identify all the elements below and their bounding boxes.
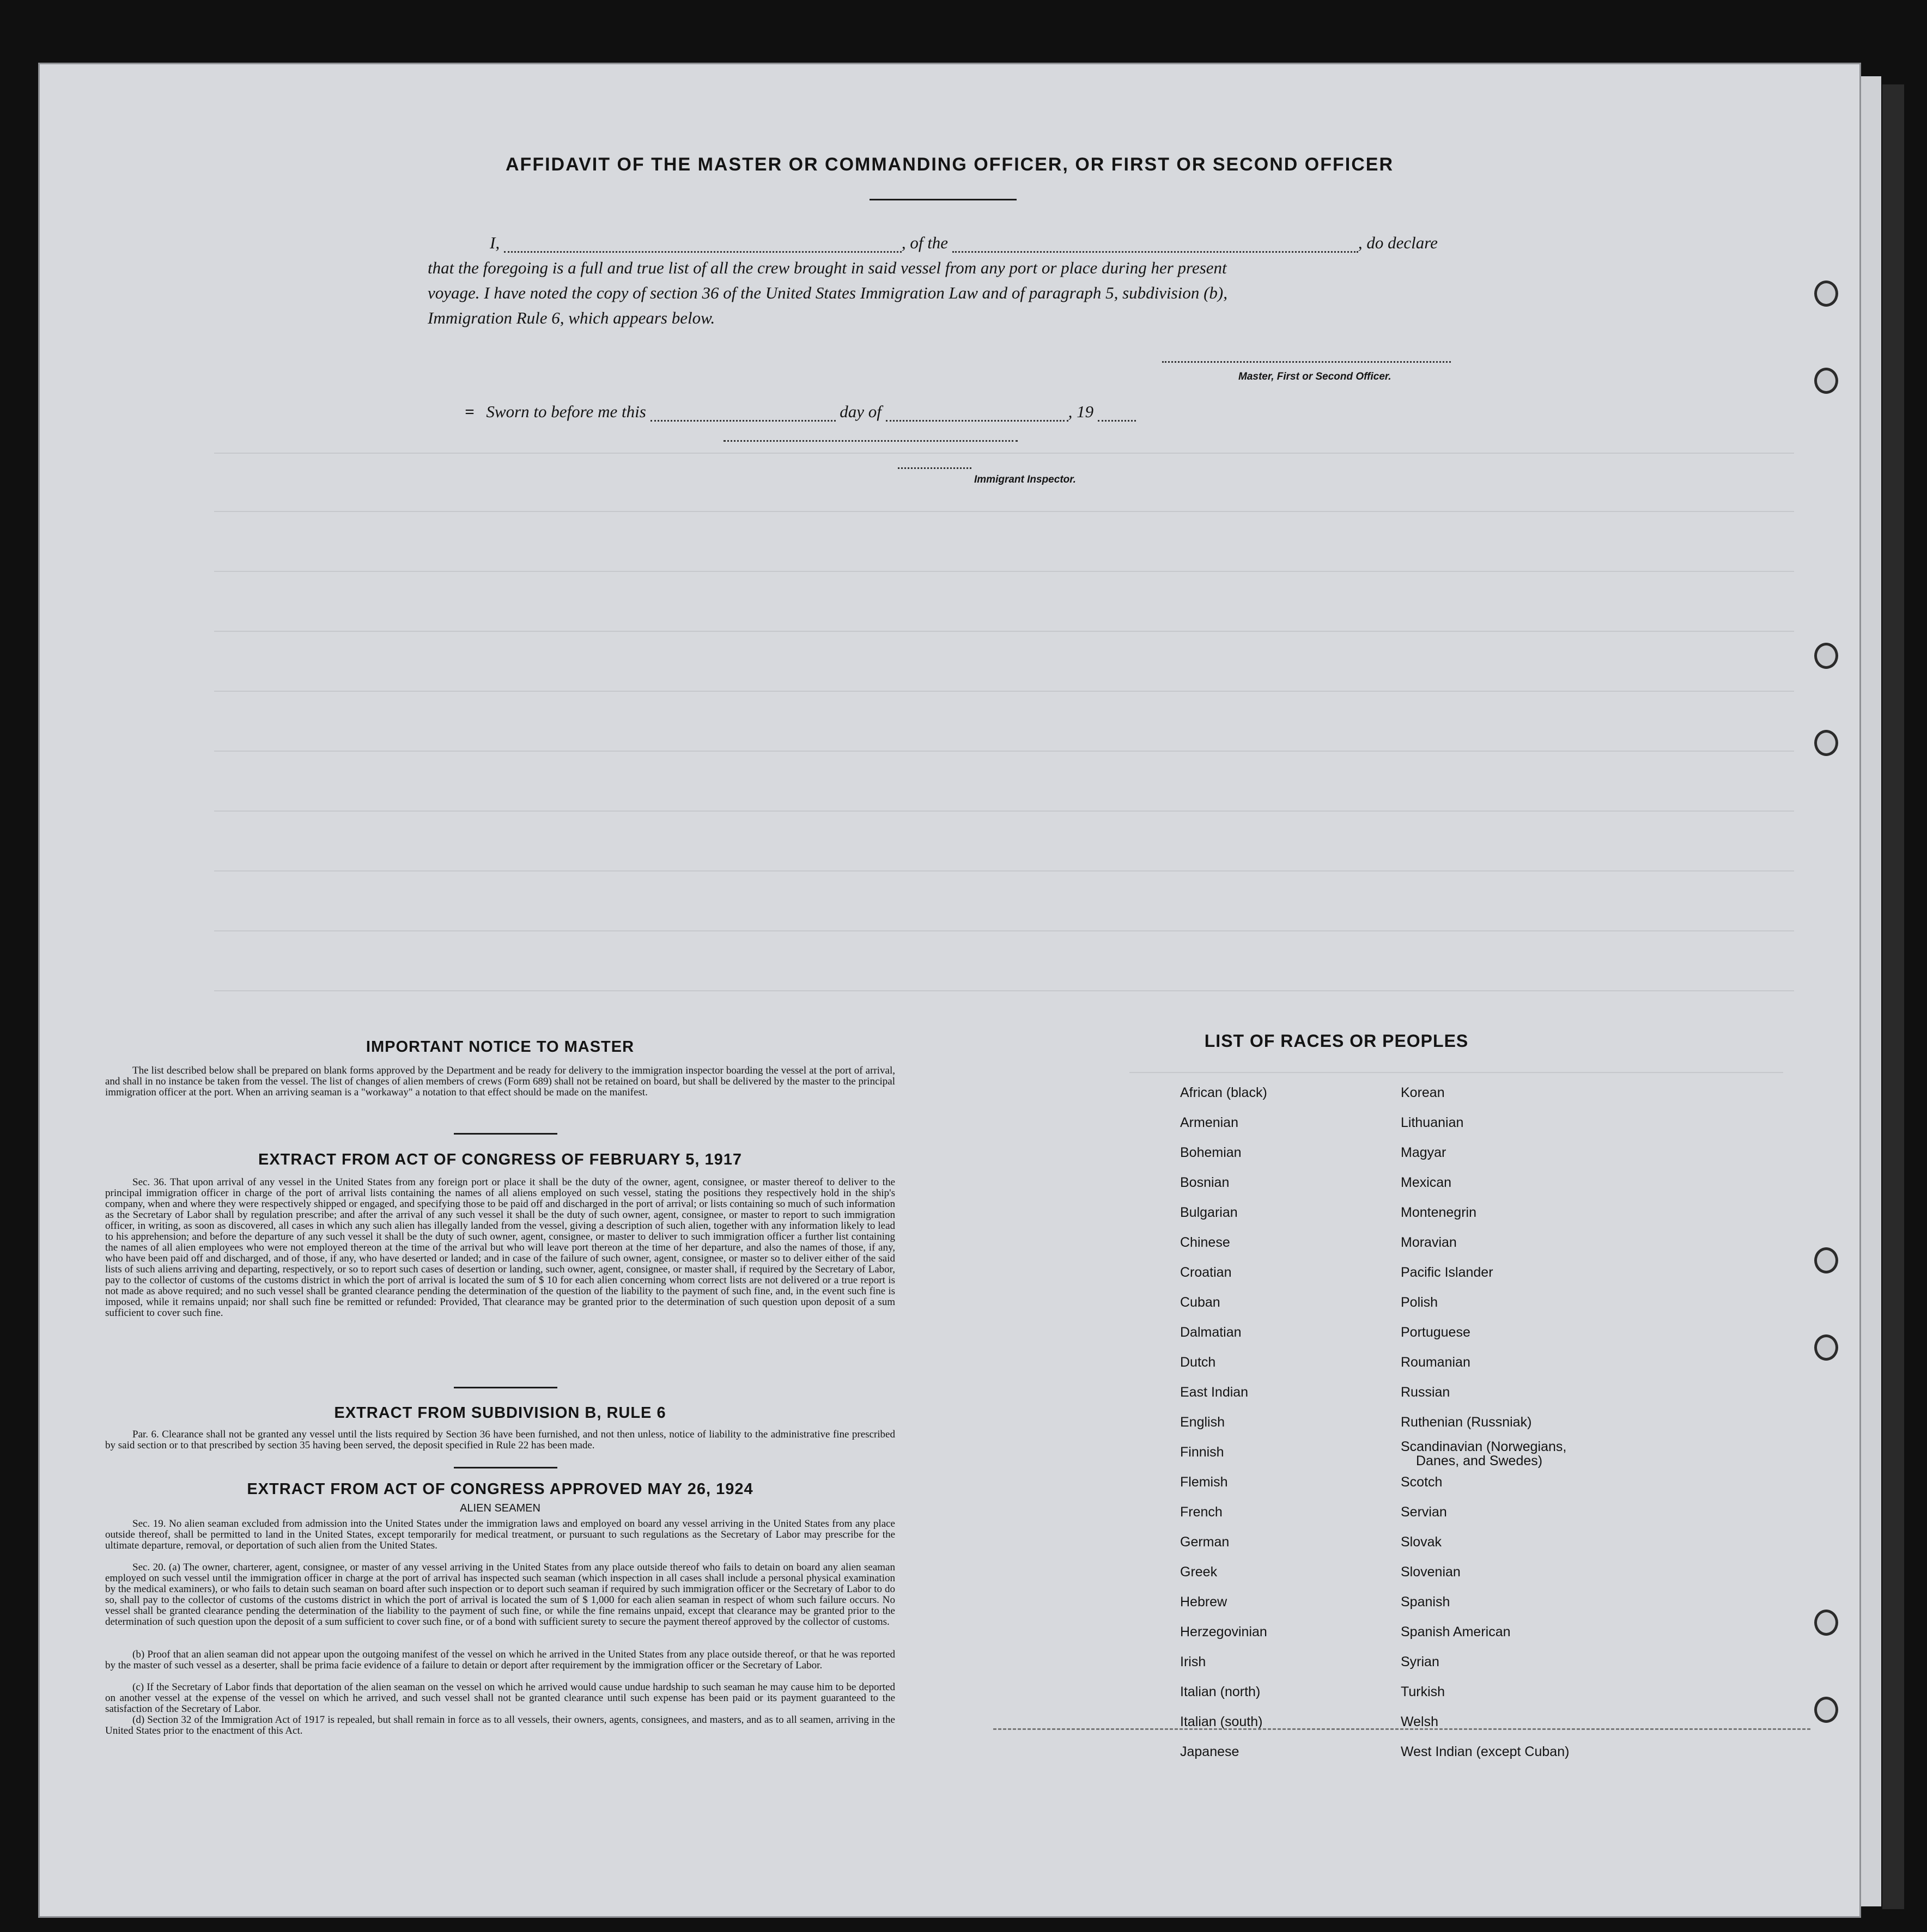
race-item: Spanish American <box>1401 1624 1511 1640</box>
sworn-month-blank[interactable] <box>886 420 1068 422</box>
vessel-blank[interactable] <box>952 251 1358 253</box>
race-item: Croatian <box>1180 1265 1232 1280</box>
race-item-continuation: Danes, and Swedes) <box>1416 1453 1543 1468</box>
race-item: Portuguese <box>1401 1325 1470 1340</box>
race-item: West Indian (except Cuban) <box>1401 1744 1570 1759</box>
race-item: Scotch <box>1401 1474 1443 1490</box>
race-item: English <box>1180 1415 1225 1430</box>
extract-1917-title: EXTRACT FROM ACT OF CONGRESS OF FEBRUARY 5, 1917 <box>258 1151 743 1168</box>
race-item: Slovenian <box>1401 1564 1461 1580</box>
race-item: Scandinavian (Norwegians, <box>1401 1439 1567 1454</box>
signature-label: Master, First or Second Officer. <box>1238 371 1391 382</box>
race-item: Magyar <box>1401 1145 1446 1160</box>
inspector-signature-blank[interactable] <box>724 440 1018 442</box>
manifest-page <box>38 63 1861 1918</box>
race-item: Italian (south) <box>1180 1714 1263 1729</box>
sworn-day-blank[interactable] <box>651 420 836 422</box>
sworn-day-of: day of <box>840 402 882 421</box>
race-item: Pacific Islander <box>1401 1265 1493 1280</box>
race-item: East Indian <box>1180 1385 1249 1400</box>
race-item: Turkish <box>1401 1684 1445 1699</box>
affidavit-line-1 <box>490 233 1438 253</box>
sec-19-text: Sec. 19. No alien seaman excluded from admission into the United States under the immigration laws and employed on board any vessel arriving in the United States from any place outside thereof, shall be permitted to land in the United States, except temporarily for medical treatment, or pursuant to such regulations as the Secretary of Labor may prescribe for the ultimate departure, removal, or deportation of such alien from the United States. <box>105 1518 895 1551</box>
extract-rule6-text: Par. 6. Clearance shall not be granted any vessel until the lists required by Section 36 have been furnished, and not then unless, notice of liability to the administrative fine prescribed by said section or to that prescribed by section 35 having been served, the deposit specified in Rule 22 has been made. <box>105 1429 895 1451</box>
dashed-divider <box>993 1728 1810 1730</box>
race-item: Italian (north) <box>1180 1684 1261 1699</box>
races-title: LIST OF RACES OR PEOPLES <box>1204 1031 1469 1051</box>
race-item: Mexican <box>1401 1175 1452 1190</box>
race-item: Lithuanian <box>1401 1115 1464 1130</box>
divider-1 <box>454 1133 557 1135</box>
race-item: Hebrew <box>1180 1594 1227 1610</box>
sec-20d-text: (d) Section 32 of the Immigration Act of 1917 is repealed, but shall remain in force as to all vessels, their owners, agents, consignees, and masters, and as to all seamen, arriving in the United States prior to the enactment of this Act. <box>105 1714 895 1736</box>
notice-title: IMPORTANT NOTICE TO MASTER <box>366 1038 635 1056</box>
sworn-line <box>465 402 1136 422</box>
punch-hole <box>1814 1610 1838 1636</box>
sec-20b-text: (b) Proof that an alien seaman did not appear upon the outgoing manifest of the vessel on which he arrived in the United States from any place outside thereof, or that he was reported by the master of such vessel as a deserter, shall be prima facie evidence of a failure to detain or deport after requirement by the immigration officer or the Secretary of Labor. <box>105 1649 895 1671</box>
sworn-text: Sworn to before me this <box>486 402 646 421</box>
race-item: Moravian <box>1401 1235 1457 1250</box>
affidavit-i: I, <box>490 233 500 252</box>
race-item: Herzegovinian <box>1180 1624 1267 1640</box>
race-item: Chinese <box>1180 1235 1230 1250</box>
race-item: French <box>1180 1504 1223 1520</box>
extract-rule6-title: EXTRACT FROM SUBDIVISION B, RULE 6 <box>334 1404 666 1422</box>
extract-1924-title: EXTRACT FROM ACT OF CONGRESS APPROVED MAY 26, 1924 <box>247 1480 753 1498</box>
title-underline <box>870 199 1017 200</box>
race-item: Bosnian <box>1180 1175 1230 1190</box>
punch-hole <box>1814 1334 1838 1361</box>
race-item: Ruthenian (Russniak) <box>1401 1415 1532 1430</box>
race-item: Dalmatian <box>1180 1325 1242 1340</box>
race-item: Greek <box>1180 1564 1218 1580</box>
race-item: African (black) <box>1180 1085 1267 1100</box>
sec-20c-text: (c) If the Secretary of Labor finds that deportation of the alien seaman on the vessel on which he arrived would cause undue hardship to such seaman he may cause him to be deported on another vessel at the expense of the vessel on which he arrived, and such vessel shall not be granted clearance until such expense has been paid or its payment guaranteed to the satisfaction of the Secretary of Labor. <box>105 1681 895 1715</box>
sec-20a-text: Sec. 20. (a) The owner, charterer, agent, consignee, or master of any vessel arriving in the United States from any place outside thereof who fails to detain on board any alien seaman employed on such vessel until the immigration officer in charge at the port of arrival has inspected such seaman (which inspection in all cases shall include a personal physical examination by the medical examiners), or who fails to detain such seaman on board after such inspection or to deport such seaman if required by such immigration officer or the Secretary of Labor to do so, shall pay to the collector of customs of the customs district in which the port of arrival is located the sum of $ 1,000 for each alien seaman in respect of whom such failure occurs. No vessel shall be granted clearance pending the determination of the liability to the payment of such fine, or while the fine remains unpaid, except that clearance may be granted prior to the determination of such question upon the deposit of a sum sufficient to cover such fine, or of a bond with sufficient surety to secure the payment thereof approved by the collector of customs. <box>105 1562 895 1628</box>
punch-hole <box>1814 281 1838 307</box>
binding-edge <box>1882 84 1904 1909</box>
affidavit-declare: , do declare <box>1358 233 1438 252</box>
race-item: Syrian <box>1401 1654 1439 1669</box>
race-item: German <box>1180 1534 1230 1550</box>
punch-hole <box>1814 368 1838 394</box>
race-item: Bohemian <box>1180 1145 1242 1160</box>
race-item: Polish <box>1401 1295 1438 1310</box>
affidavit-of-the: , of the <box>901 233 949 252</box>
race-item: Spanish <box>1401 1594 1450 1610</box>
race-item: Montenegrin <box>1401 1205 1476 1220</box>
extract-1917-text: Sec. 36. That upon arrival of any vessel in the United States from any foreign port or place it shall be the duty of the owner, agent, consignee, or master thereof to deliver to the principal immigration officer in charge of the port of arrival lists containing the names of all aliens employed on such vessel, stating the positions they respectively hold in the ship's company, when and where they were respectively shipped or engaged, and specifying those to be paid off and discharged in the port of arrival; or lists containing so much of such information as the Secretary of Labor shall by regulation prescribe; and after the arrival of any such vessel it shall be the duty of such owner, agent, consignee, or master to report to such immigration officer, in writing, as soon as discovered, all cases in which any such alien has illegally landed from the vessel, giving a description of such alien, together with any information likely to lead to his apprehension; and before the departure of any such vessel it shall be the duty of such owner, agent, consignee, or master to deliver to such immigration officer a further list containing the names of all alien employees who were not employed thereon at the time of the arrival but who will leave port thereon at the time of her departure, and also the names of those, if any, who have been paid off and discharged, and of those, if any, who have deserted or landed; and in case of the failure of such owner, agent, consignee, or master so to deliver either of the said lists of such aliens arriving and departing, respectively, or so to report such cases of desertion or landing, such owner, agent, consignee, or master shall, if required by the Secretary of Labor, pay to the collector of customs of the customs district in which the port of arrival is located the sum of $ 10 for each alien concerning whom correct lists are not delivered or a true report is not made as above required; and no such vessel shall be granted clearance pending the determination of the question of the liability to the payment of such fine, and, in the event such fine is imposed, while it remains unpaid; nor shall such fine be remitted or refunded: Provided, That clearance may be granted prior to the determination of such question upon deposit of a sum sufficient to cover such fine. <box>105 1177 895 1319</box>
punch-hole <box>1814 730 1838 756</box>
affidavit-title: AFFIDAVIT OF THE MASTER OR COMMANDING OFFICER, OR FIRST OR SECOND OFFICER <box>506 154 1394 175</box>
race-item: Korean <box>1401 1085 1445 1100</box>
race-item: Welsh <box>1401 1714 1439 1729</box>
race-item: Russian <box>1401 1385 1450 1400</box>
race-item: Flemish <box>1180 1474 1228 1490</box>
sworn-year: , 19 <box>1068 402 1094 421</box>
race-item: Bulgarian <box>1180 1205 1238 1220</box>
affidavit-line-4: Immigration Rule 6, which appears below. <box>428 308 715 327</box>
affidavit-line-2: that the foregoing is a full and true list of all the crew brought in said vessel from any port or place during her present <box>428 258 1227 277</box>
race-item: Cuban <box>1180 1295 1220 1310</box>
punch-hole <box>1814 643 1838 669</box>
punch-hole <box>1814 1697 1838 1723</box>
race-item: Servian <box>1401 1504 1447 1520</box>
race-item: Roumanian <box>1401 1355 1470 1370</box>
race-item: Irish <box>1180 1654 1206 1669</box>
race-item: Finnish <box>1180 1445 1224 1460</box>
notice-text: The list described below shall be prepared on blank forms approved by the Department and be ready for delivery to the immigration inspector boarding the vessel at the port of arrival, and shall in no instance be taken from the vessel. The list of changes of alien members of crews (Form 689) shall not be retained on board, but shall be delivered by the master to the principal immigration officer at the port. When an arriving seaman is a "workaway" a notation to that effect should be made on the manifest. <box>105 1065 895 1098</box>
alien-seamen-subtitle: ALIEN SEAMEN <box>460 1502 540 1514</box>
signature-blank[interactable] <box>1162 361 1451 363</box>
inspector-prefix-blank[interactable] <box>898 467 971 469</box>
race-item: Armenian <box>1180 1115 1238 1130</box>
affidavit-line-3: voyage. I have noted the copy of section 36 of the United States Immigration Law and of paragraph 5, subdivision (b), <box>428 283 1227 302</box>
divider-3 <box>454 1467 557 1468</box>
sworn-year-blank[interactable] <box>1098 420 1136 422</box>
tick-mark: = <box>465 402 475 421</box>
race-item: Slovak <box>1401 1534 1442 1550</box>
inspector-label: Immigrant Inspector. <box>974 474 1076 485</box>
race-item: Dutch <box>1180 1355 1216 1370</box>
name-blank[interactable] <box>504 251 902 253</box>
divider-2 <box>454 1387 557 1388</box>
race-item: Japanese <box>1180 1744 1239 1759</box>
punch-hole <box>1814 1247 1838 1273</box>
